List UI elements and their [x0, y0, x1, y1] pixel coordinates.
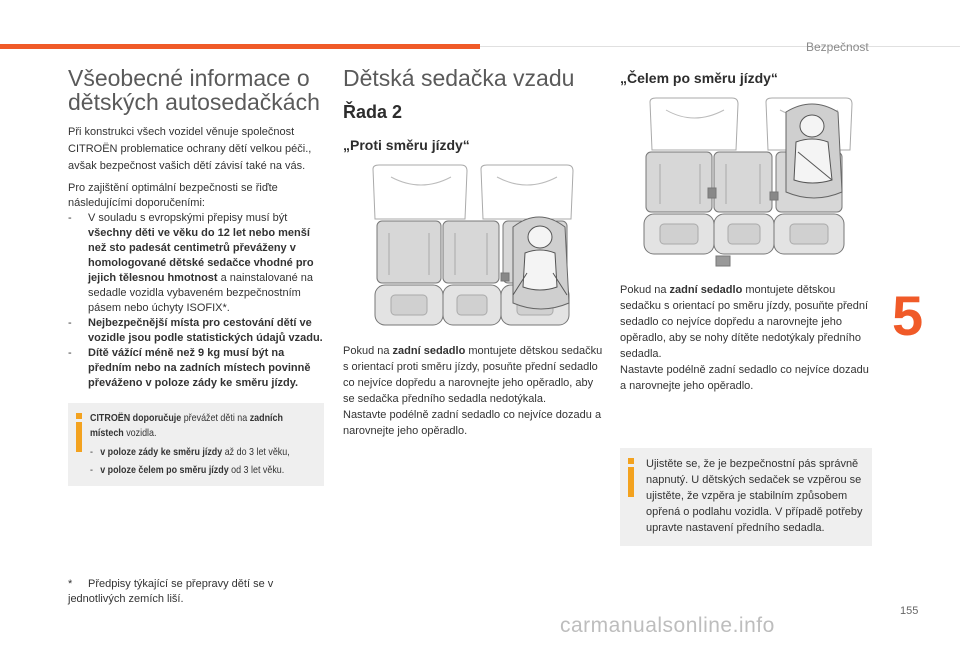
info-icon	[76, 413, 82, 457]
forward-paragraph: Pokud na zadní sedadlo montujete dětskou sedačku s orientací po směru jízdy, posuňte přední sedadlo co nejvíce dopředu a narovnejte jeho opěradlo, aby se nohy dítěte nedotýkaly předního sedadla.	[620, 284, 869, 360]
column-forward-facing	[620, 66, 878, 546]
forward-seat-illustration	[620, 96, 878, 268]
header-accent-bar	[0, 44, 480, 49]
header-rule	[480, 46, 960, 47]
list-item: - v poloze čelem po směru jízdy od 3 let věku.	[90, 464, 285, 476]
footnote: * Předpisy týkající se přepravy dětí se v jednotlivých zemích liší.	[68, 578, 274, 605]
forward-title: „Čelem po směru jízdy“	[620, 70, 778, 86]
row-title: Řada 2	[343, 102, 403, 122]
list-item: - V souladu s evropskými přepisy musí být všechny děti ve věku do 12 let nebo menší než sto padesát centimetrů převáženy v homologované dětské sedačce vhodné pro jejich tělesnou hmotnost a nainstalované na sedadle vozidla vybaveném bezpečnostním pásem nebo úchyty ISOFIX*.	[68, 212, 314, 314]
forward-adjust-paragraph: Nastavte podélně zadní sedadlo co nejvíce dozadu a narovnejte jeho opěradlo.	[620, 364, 869, 392]
section-label: Bezpečnost	[806, 40, 869, 54]
rearward-adjust-paragraph: Nastavte podélně zadní sedadlo co nejvíce dozadu a narovnejte jeho opěradlo.	[343, 409, 602, 437]
column-general-info	[68, 66, 326, 486]
lead-paragraph: Pro zajištění optimální bezpečnosti se řiďte následujícími doporučeními:	[68, 182, 278, 209]
rearward-seat-illustration	[343, 163, 603, 333]
seatbelt-infobox-text: Ujistěte se, že je bezpečnostní pás správně napnutý. U dětských sedaček se vzpěrou se ujistěte, že vzpěra je stabilním způsobem opřená o podlahu vozidla. V případě potřeby upravte nastavení předního sedadla.	[646, 458, 863, 534]
rear-seat-title: Dětská sedačka vzadu	[343, 65, 575, 91]
list-item: - Dítě vážící méně než 9 kg musí být na předním nebo na zadních místech povinně převáženo v poloze zády ke směru jízdy.	[68, 347, 311, 389]
recommendation-infobox: CITROËN doporučuje převážet děti na zadních místech vozidla. - v poloze zády ke směru jízdy až do 3 let věku, - v poloze čelem po směru jízdy od 3 let věku.	[68, 403, 324, 486]
list-item: - Nejbezpečnější místa pro cestování dětí ve vozidle jsou podle statistických údajů vzadu.	[68, 317, 323, 344]
rearward-paragraph: Pokud na zadní sedadlo montujete dětskou sedačku s orientací proti směru jízdy, posuňte přední sedadlo co nejvíce dopředu a narovnejte jeho opěradlo, aby se sedačka předního sedadla nedotýkala.	[343, 345, 603, 405]
page-number: 155	[900, 605, 919, 617]
column-rear-seat	[343, 66, 603, 439]
rearward-title: „Proti směru jízdy“	[343, 137, 470, 153]
watermark: carmanualsonline.info	[560, 614, 775, 637]
list-item: - v poloze zády ke směru jízdy až do 3 let věku,	[90, 446, 290, 458]
general-info-title: Všeobecné informace o dětských autosedačkách	[68, 65, 320, 115]
recommendation-list	[68, 211, 326, 391]
info-icon	[628, 458, 634, 502]
intro-paragraph: Při konstrukci všech vozidel věnuje společnost CITROËN problematice ochrany dětí velkou péči., avšak bezpečnost vašich dětí závisí také na vás.	[68, 126, 312, 172]
chapter-number: 5	[892, 284, 924, 347]
seatbelt-infobox	[620, 448, 872, 546]
